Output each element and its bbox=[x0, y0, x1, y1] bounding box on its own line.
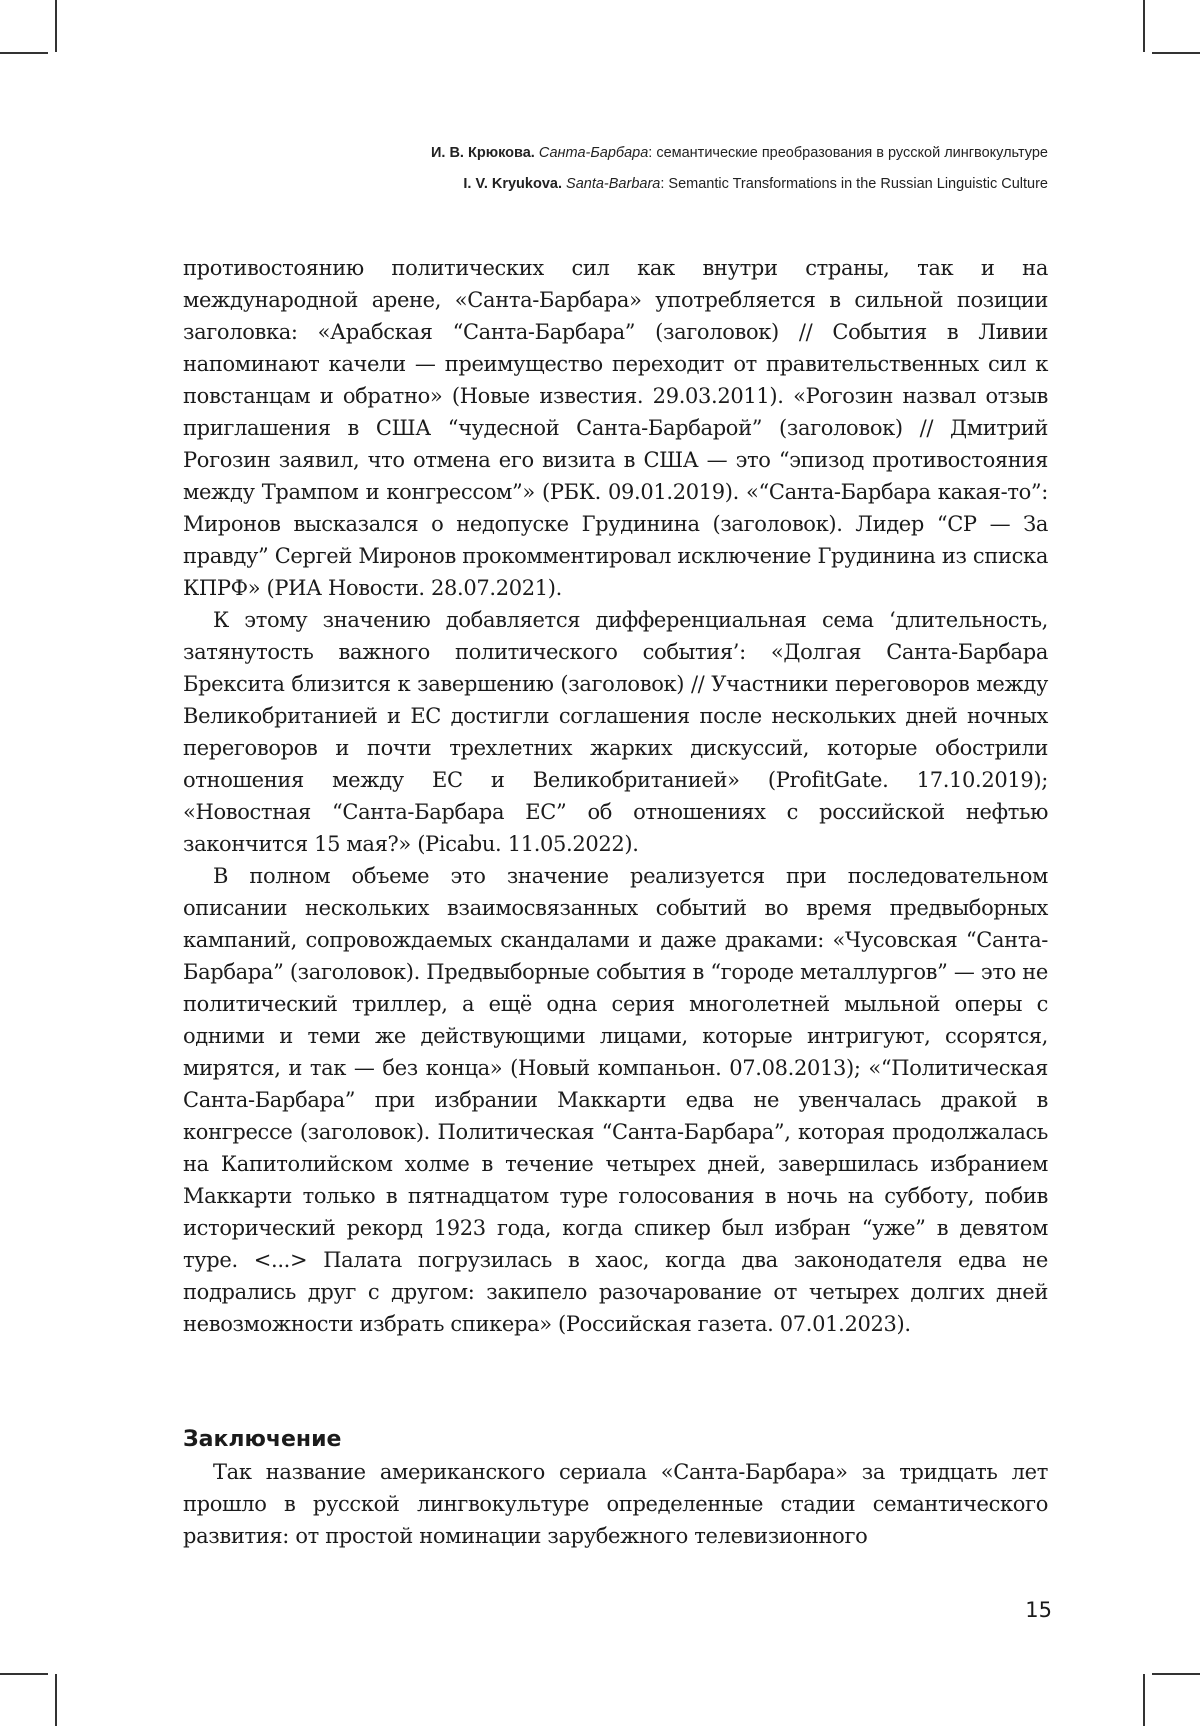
crop-mark-bottom-right-vertical bbox=[1143, 1674, 1145, 1726]
paragraph-continued: противостоянию политических сил как внутри страны, так и на международной арене, «Санта-Барбара» употребляется в сильной позиции заголовка: «Арабская “Санта-Барбара” (заголовок) // События в Ливии напоминают качели — преимущество переходит от правительственных сил к повстанцам и обратно» (Новые известия. 29.03.2011). «Рогозин назвал отзыв приглашения в США “чудесной Санта-Барбарой” (заголовок) // Дмитрий Рогозин заявил, что отмена его визита в США — это “эпизод противостояния между Трампом и конгрессом”» (РБК. 09.01.2019). «“Санта-Барбара какая-то”: Миронов высказался о недопуске Грудинина (заголовок). Лидер “СР — За правду” Сергей Миронов прокомментировал исключение Грудинина из списка КПРФ» (РИА Новости. 28.07.2021). bbox=[183, 256, 1048, 600]
crop-mark-top-right-vertical bbox=[1143, 0, 1145, 52]
running-head-en-title: Santa-Barbara bbox=[566, 176, 661, 192]
crop-mark-bottom-right-horizontal bbox=[1152, 1673, 1200, 1675]
running-head-ru-rest: : семантические преобразования в русской лингвокультуре bbox=[648, 145, 1048, 161]
paragraph: В полном объеме это значение реализуется при последовательном описании нескольких взаимосвязанных событий во время предвыборных кампаний, сопровождаемых скандалами и даже драками: «Чусовская “Санта-Барбара” (заголовок). Предвыборные события в “городе металлургов” — это не политический триллер, а ещё одна серия многолетней мыльной оперы с одними и теми же действующими лицами, которые интригуют, ссорятся, мирятся, и так — без конца» (Новый компаньон. 07.08.2013); «“Политическая Санта-Барбара” при избрании Маккарти едва не увенчалась дракой в конгрессе (заголовок). Политическая “Санта-Барбара”, которая продолжалась на Капитолийском холме в течение четырех дней, завершилась избранием Маккарти только в пятнадцатом туре голосования в ночь на субботу, побив исторический рекорд 1923 года, когда спикер был избран “уже” в девятом туре. <...> Палата погрузилась в хаос, когда два законодателя едва не подрались друг с другом: закипело разочарование от четырех долгих дней невозможности избрать спикера» (Российская газета. 07.01.2023). bbox=[183, 864, 1048, 1336]
section-title-conclusion: Заключение bbox=[183, 1427, 342, 1452]
crop-mark-top-left-vertical bbox=[55, 0, 57, 52]
running-head bbox=[431, 138, 1048, 200]
running-head-russian bbox=[431, 138, 1048, 169]
running-head-en-author: I. V. Kryukova. bbox=[463, 176, 562, 192]
running-head-english bbox=[431, 169, 1048, 200]
crop-mark-top-left-horizontal bbox=[0, 52, 48, 54]
crop-mark-bottom-left-vertical bbox=[55, 1674, 57, 1726]
main-text bbox=[183, 252, 1048, 1340]
running-head-ru-author: И. В. Крюкова. bbox=[430, 145, 535, 161]
running-head-en-rest: : Semantic Transformations in the Russian Linguistic Culture bbox=[660, 176, 1048, 192]
running-head-ru-title: Санта-Барбара bbox=[538, 145, 649, 161]
paragraph: К этому значению добавляется дифференциальная сема ‘длительность, затянутость важного политического события’: «Долгая Санта-Барбара Брексита близится к завершению (заголовок) // Участники переговоров между Великобританией и ЕС достигли соглашения после нескольких дней ночных переговоров и почти трехлетних жарких дискуссий, которые обострили отношения между ЕС и Великобританией» (ProfitGate. 17.10.2019); «Новостная “Санта-Барбара ЕС” об отношениях с российской нефтью закончится 15 мая?» (Picabu. 11.05.2022). bbox=[183, 608, 1048, 856]
conclusion-paragraph: Так название американского сериала «Санта-Барбара» за тридцать лет прошло в русской лингвокультуре определенные стадии семантического развития: от простой номинации зарубежного телевизионного bbox=[183, 1460, 1048, 1548]
crop-mark-top-right-horizontal bbox=[1152, 52, 1200, 54]
crop-mark-bottom-left-horizontal bbox=[0, 1673, 48, 1675]
page-number: 15 bbox=[1025, 1598, 1052, 1622]
